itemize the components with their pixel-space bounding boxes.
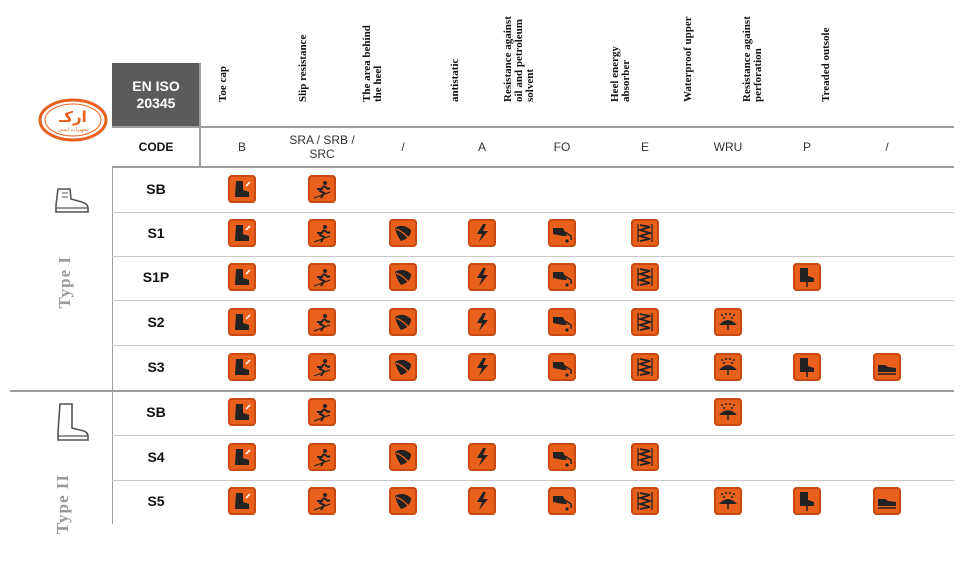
oil-resistance-icon xyxy=(548,308,576,336)
antistatic-icon xyxy=(468,353,496,381)
waterproof-icon xyxy=(714,353,742,381)
toe-cap-icon xyxy=(228,353,256,381)
row-divider xyxy=(112,300,954,301)
oil-resistance-icon xyxy=(548,487,576,515)
slip-resistance-icon xyxy=(308,308,336,336)
column-header-1: Toe cap xyxy=(217,66,229,102)
code-cell-5: FO xyxy=(553,140,571,154)
column-header-9: Treaded outsole xyxy=(820,27,832,102)
section-divider xyxy=(10,390,954,392)
slip-resistance-icon xyxy=(308,443,336,471)
perforation-icon xyxy=(793,487,821,515)
row-code-s2: S2 xyxy=(147,314,165,330)
energy-absorber-icon xyxy=(631,308,659,336)
slip-resistance-icon xyxy=(308,353,336,381)
toe-cap-icon xyxy=(228,443,256,471)
code-cell-9: / xyxy=(885,140,889,154)
oil-resistance-icon xyxy=(548,263,576,291)
column-header-4: antistatic xyxy=(449,58,461,102)
toe-cap-icon xyxy=(228,398,256,426)
perforation-icon xyxy=(793,263,821,291)
row-divider xyxy=(112,345,954,346)
code-cell-8: P xyxy=(802,140,811,154)
row-code-sb: SB xyxy=(146,404,166,420)
svg-text:اركـ: اركـ xyxy=(59,108,87,126)
row-divider xyxy=(112,256,954,257)
heel-area-icon xyxy=(389,353,417,381)
row-code-s4: S4 xyxy=(147,449,165,465)
type-two-label: Type II xyxy=(53,474,72,535)
heel-area-icon xyxy=(389,263,417,291)
column-header-3: The area behind the heel xyxy=(361,25,384,102)
code-label: CODE xyxy=(138,140,174,154)
oil-resistance-icon xyxy=(548,353,576,381)
energy-absorber-icon xyxy=(631,353,659,381)
code-cell-6: E xyxy=(640,140,649,154)
row-code-sb: SB xyxy=(146,181,166,197)
slip-resistance-icon xyxy=(308,219,336,247)
rubber-boot-icon xyxy=(52,402,92,442)
low-boot-icon xyxy=(52,185,92,215)
standard-line1: EN ISO xyxy=(132,78,180,94)
toe-cap-icon xyxy=(228,263,256,291)
energy-absorber-icon xyxy=(631,487,659,515)
energy-absorber-icon xyxy=(631,263,659,291)
column-header-2: Slip resistance xyxy=(297,34,309,102)
toe-cap-icon xyxy=(228,308,256,336)
company-logo xyxy=(36,96,110,144)
row-code-s3: S3 xyxy=(147,359,165,375)
perforation-icon xyxy=(793,353,821,381)
row-code-s1: S1 xyxy=(147,225,165,241)
waterproof-icon xyxy=(714,308,742,336)
type-one-label: Type I xyxy=(55,256,74,309)
slip-resistance-icon xyxy=(308,263,336,291)
antistatic-icon xyxy=(468,308,496,336)
antistatic-icon xyxy=(468,443,496,471)
heel-area-icon xyxy=(389,487,417,515)
waterproof-icon xyxy=(714,487,742,515)
oil-resistance-icon xyxy=(548,219,576,247)
code-cell-4: A xyxy=(477,140,486,154)
heel-area-icon xyxy=(389,443,417,471)
svg-text:تجهيزات ايمنی: تجهيزات ايمنی xyxy=(57,127,89,133)
toe-cap-icon xyxy=(228,175,256,203)
treaded-outsole-icon xyxy=(873,353,901,381)
row-code-s1p: S1P xyxy=(142,269,170,285)
header-divider xyxy=(112,126,954,128)
slip-resistance-icon xyxy=(308,487,336,515)
row-divider xyxy=(112,480,954,481)
antistatic-icon xyxy=(468,263,496,291)
code-cell-7: WRU xyxy=(713,140,743,154)
row-code-s5: S5 xyxy=(147,493,165,509)
column-header-7: Waterproof upper xyxy=(682,16,694,102)
toe-cap-icon xyxy=(228,219,256,247)
heel-area-icon xyxy=(389,219,417,247)
code-divider xyxy=(112,166,954,168)
standard-line2: 20345 xyxy=(136,95,176,111)
code-cell-3: / xyxy=(401,140,405,154)
code-cell-2: SRA / SRB / SRC xyxy=(289,133,355,161)
antistatic-icon xyxy=(468,219,496,247)
toe-cap-icon xyxy=(228,487,256,515)
slip-resistance-icon xyxy=(308,398,336,426)
column-header-8: Resistance against perforation xyxy=(741,16,764,102)
row-divider xyxy=(112,212,954,213)
heel-area-icon xyxy=(389,308,417,336)
code-cell-1: B xyxy=(237,140,246,154)
column-header-5: Resistance against oil and petroleum solvent xyxy=(502,16,536,102)
waterproof-icon xyxy=(714,398,742,426)
treaded-outsole-icon xyxy=(873,487,901,515)
standard-badge xyxy=(112,63,200,127)
energy-absorber-icon xyxy=(631,219,659,247)
row-divider xyxy=(112,435,954,436)
column-header-6: Heel energy absorber xyxy=(609,46,632,102)
antistatic-icon xyxy=(468,487,496,515)
energy-absorber-icon xyxy=(631,443,659,471)
oil-resistance-icon xyxy=(548,443,576,471)
slip-resistance-icon xyxy=(308,175,336,203)
